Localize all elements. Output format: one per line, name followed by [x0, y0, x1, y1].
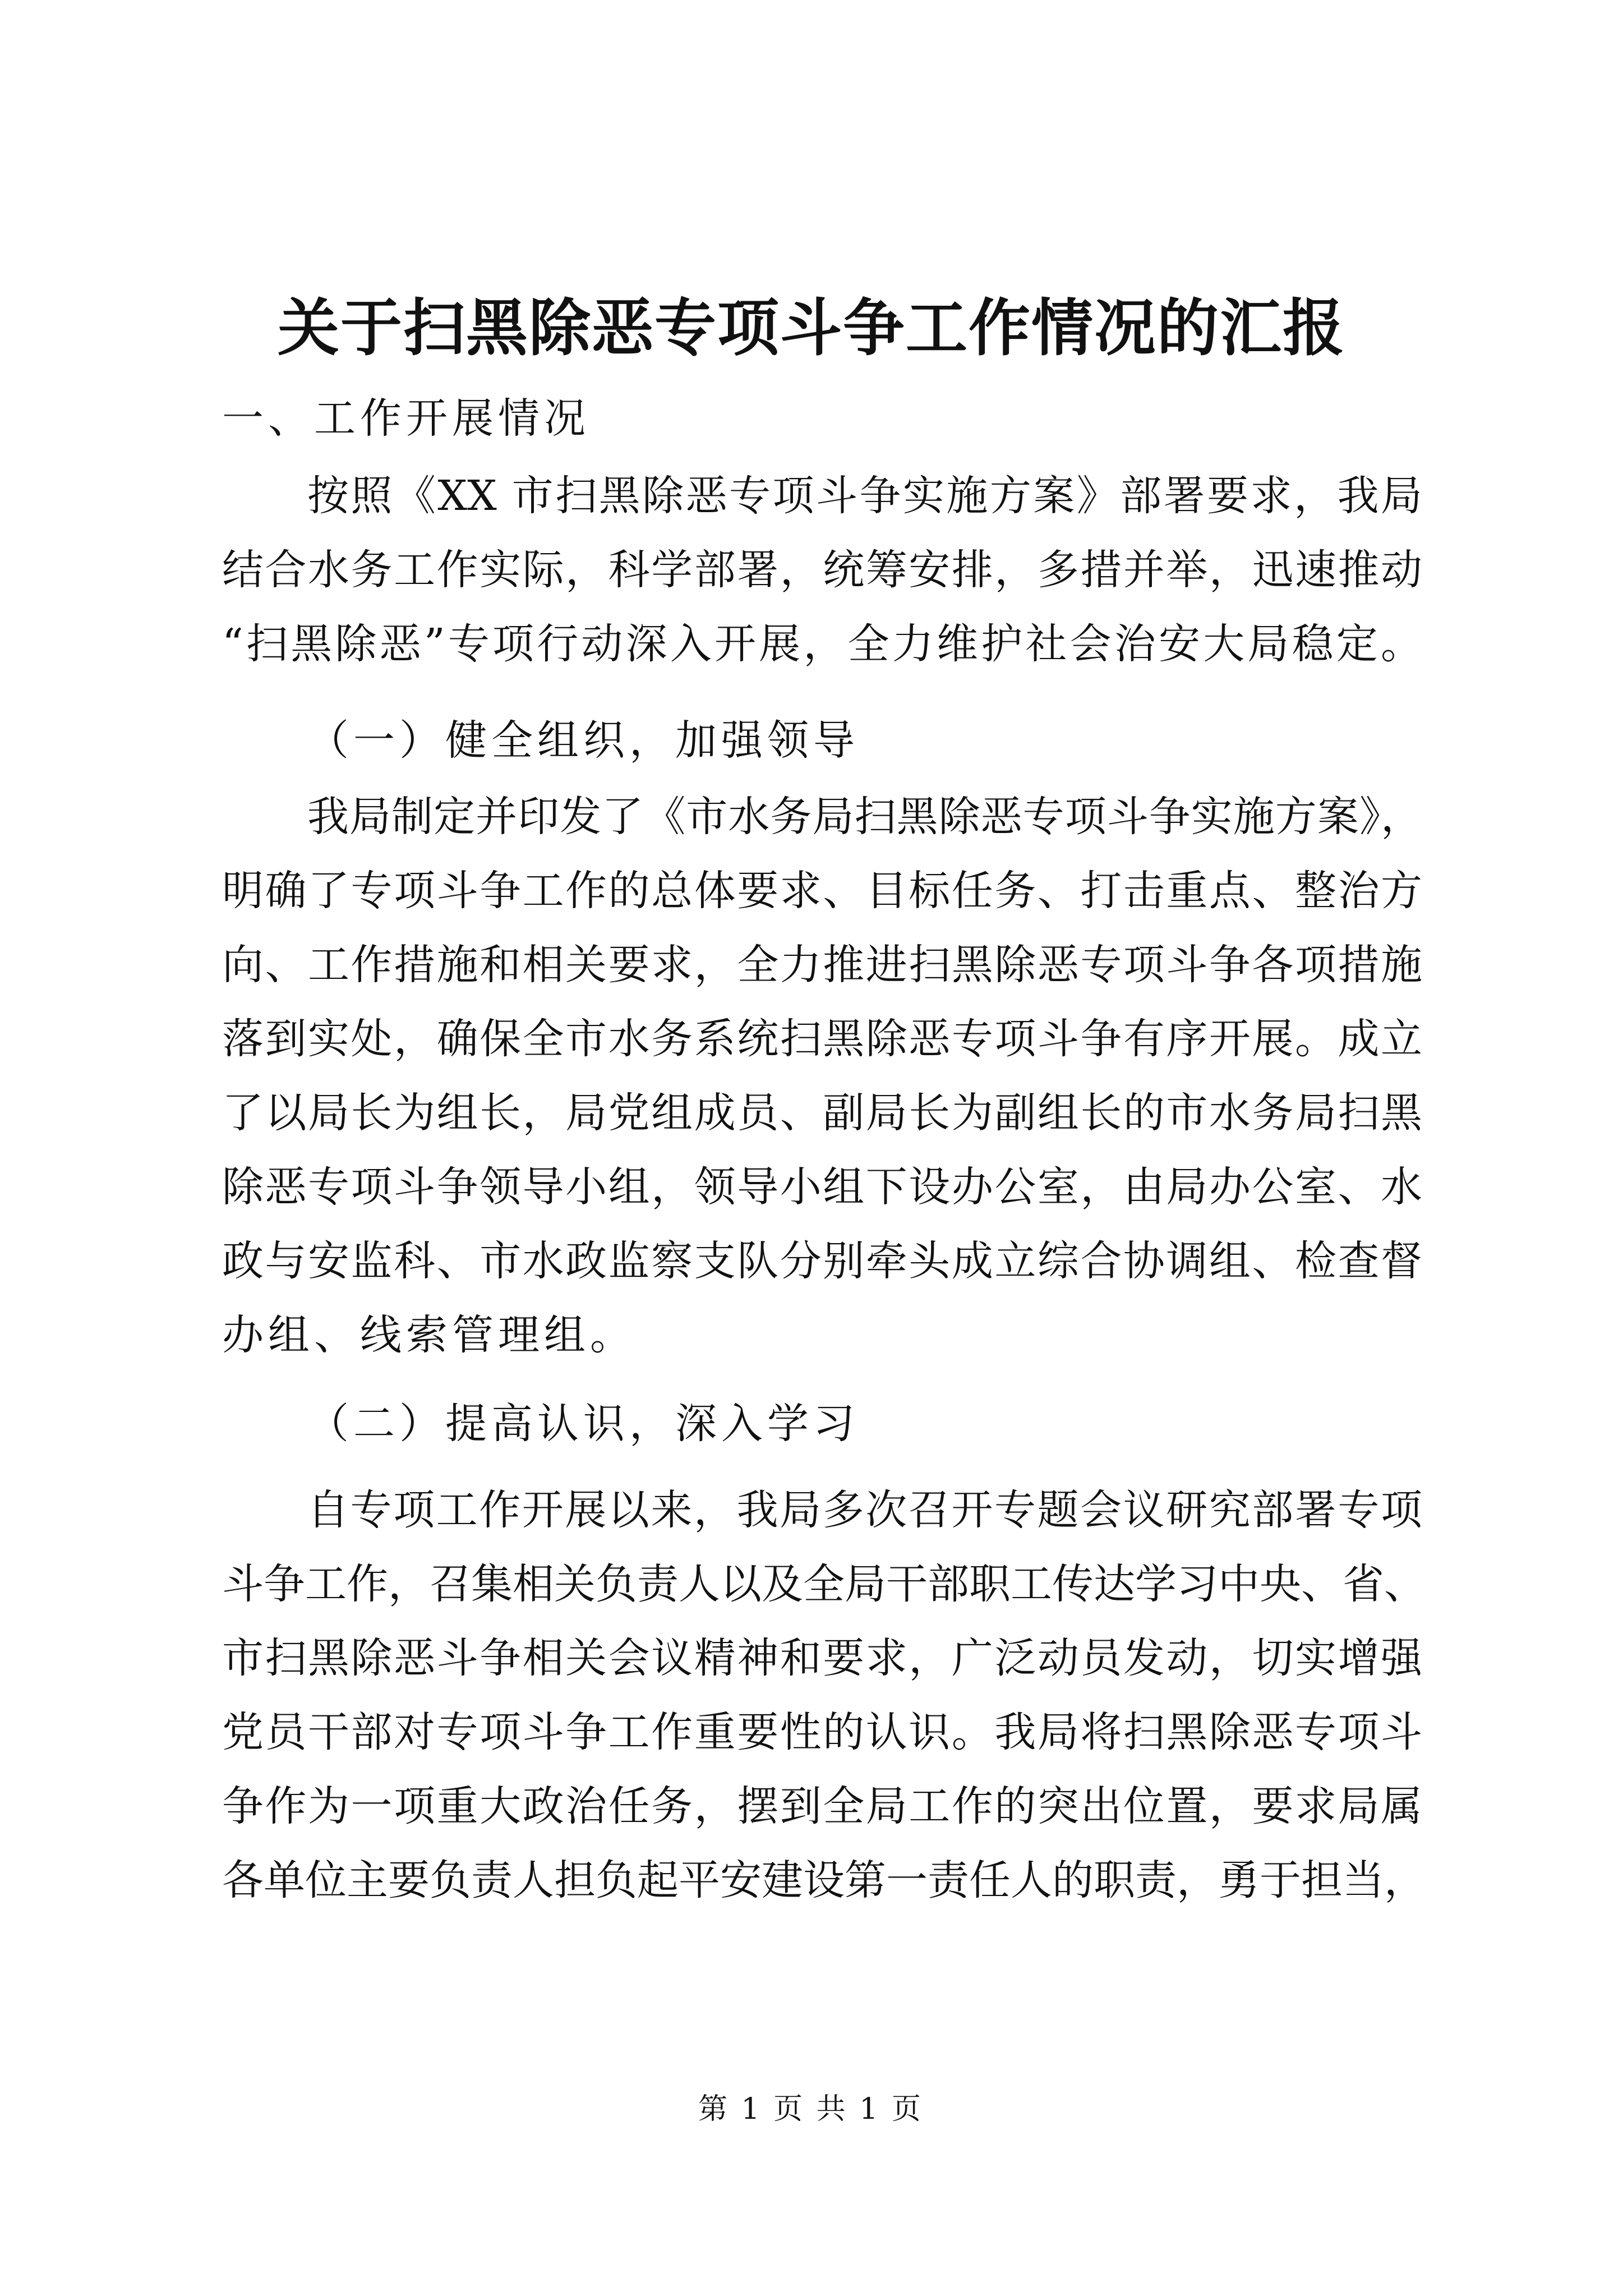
paragraph-line: 斗争工作，召集相关负责人以及全局干部职工传达学习中央、省、 — [222, 1560, 1426, 1608]
paragraph-line: 自专项工作开展以来，我局多次召开专题会议研究部署专项 — [307, 1486, 1422, 1534]
document-title: 关于扫黑除恶专项斗争工作情况的汇报 — [278, 292, 1345, 364]
paragraph-line: 除恶专项斗争领导小组，领导小组下设办公室，由局办公室、水 — [222, 1163, 1422, 1211]
paragraph-line: 争作为一项重大政治任务，摆到全局工作的突出位置，要求局属 — [222, 1782, 1422, 1830]
paragraph-line: 明确了专项斗争工作的总体要求、目标任务、打击重点、整治方 — [222, 867, 1422, 915]
paragraph-line: 党员干部对专项斗争工作重要性的认识。我局将扫黑除恶专项斗 — [222, 1708, 1422, 1756]
subsection-heading: （一）健全组织，加强领导 — [307, 716, 859, 765]
paragraph-line: 市扫黑除恶斗争相关会议精神和要求，广泛动员发动，切实增强 — [222, 1634, 1422, 1682]
paragraph-line: 向、工作措施和相关要求，全力推进扫黑除恶专项斗争各项措施 — [222, 941, 1422, 989]
section-heading: 一、工作开展情况 — [222, 394, 590, 443]
paragraph-line: 结合水务工作实际，科学部署，统筹安排，多措并举，迅速推动 — [222, 546, 1422, 594]
paragraph-line: 我局制定并印发了《市水务局扫黑除恶专项斗争实施方案》， — [307, 793, 1422, 841]
paragraph-line: “扫黑除恶”专项行动深入开展，全力维护社会治安大局稳定。 — [222, 620, 1422, 668]
paragraph-line: 按照《XX 市扫黑除恶专项斗争实施方案》部署要求，我局 — [307, 472, 1422, 520]
paragraph-line: 各单位主要负责人担负起平安建设第一责任人的职责，勇于担当， — [222, 1856, 1426, 1904]
paragraph-line: 了以局长为组长，局党组成员、副局长为副组长的市水务局扫黑 — [222, 1089, 1422, 1137]
page-footer: 第 1 页 共 1 页 — [698, 2092, 923, 2126]
paragraph-line: 政与安监科、市水政监察支队分别牵头成立综合协调组、检查督 — [222, 1237, 1422, 1285]
paragraph-line: 办组、线索管理组。 — [222, 1311, 636, 1359]
paragraph-line: 落到实处，确保全市水务系统扫黑除恶专项斗争有序开展。成立 — [222, 1015, 1422, 1063]
subsection-heading: （二）提高认识，深入学习 — [307, 1400, 859, 1448]
